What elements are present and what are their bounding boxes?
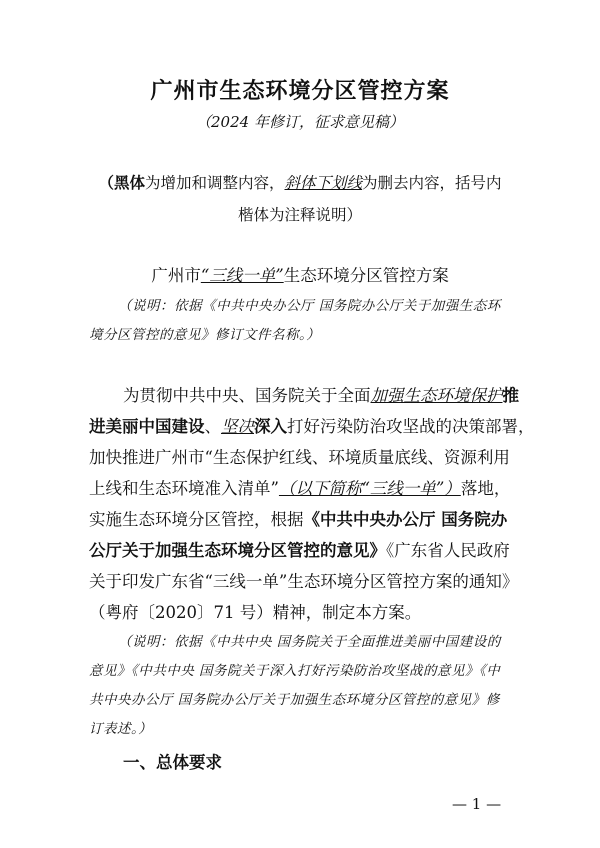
paragraph-line-5 xyxy=(89,506,507,530)
note-2-line-2: 意见》《中共中央 国务院关于深入打好污染防治攻坚战的意见》《中 xyxy=(89,663,501,679)
paragraph-line-2 xyxy=(89,413,535,437)
para-text: 《广东省人民政府 xyxy=(386,541,510,560)
heading-suffix: 生态环境分区管控方案 xyxy=(283,266,449,285)
heading-struck-text: “三线一单” xyxy=(200,266,284,285)
section-heading-1: 一、总体要求 xyxy=(123,753,222,772)
legend-text-1: 为增加和调整内容， xyxy=(144,174,285,192)
paragraph-line-8: （粤府〔2020〕71 号）精神，制定本方案。 xyxy=(89,603,422,622)
para-added-text: 推 xyxy=(502,386,519,405)
paragraph-line-1 xyxy=(123,382,519,406)
para-text: 落地， xyxy=(460,479,511,498)
note-1-line-2: 境分区管控的意见》修订文件名称。） xyxy=(89,327,321,343)
legend-strike-term: 斜体下划线 xyxy=(284,174,363,192)
paragraph-line-3: 加快推进广州市“生态保护红线、环境质量底线、资源利用 xyxy=(89,448,510,467)
note-2-line-1: （说明：依据《中共中央 国务院关于全面推进美丽中国建设的 xyxy=(118,634,501,650)
document-title: 广州市生态环境分区管控方案 xyxy=(150,78,450,104)
secondary-heading xyxy=(0,262,600,286)
note-2-line-3: 共中央办公厅 国务院办公厅关于加强生态环境分区管控的意见》修 xyxy=(89,692,500,708)
para-added-text: 《中共中央办公厅 国务院办 xyxy=(303,510,508,529)
legend-text-2: 为删去内容，括号内 xyxy=(362,174,502,192)
para-text: 为贯彻中共中央、国务院关于全面 xyxy=(123,386,371,405)
heading-prefix: 广州市 xyxy=(151,266,201,285)
para-added-text: 进美丽中国建设 xyxy=(89,417,205,436)
para-text: 实施生态环境分区管控，根据 xyxy=(89,510,304,529)
para-added-text: 公厅关于加强生态环境分区管控的意见》 xyxy=(89,541,386,560)
note-2-line-4: 订表述。） xyxy=(89,721,153,737)
legend-line-2: 楷体为注释说明） xyxy=(237,206,362,224)
para-added-text: 深入 xyxy=(254,417,287,436)
para-text: 上线和生态环境准入清单” xyxy=(89,479,279,498)
para-deleted-text: （以下简称“三线一单”） xyxy=(278,479,461,498)
para-text: 打好污染防治攻坚战的决策部署， xyxy=(287,417,535,436)
para-deleted-text: 加强生态环境保护 xyxy=(370,386,503,405)
legend-line-1 xyxy=(0,171,600,193)
page-number: — 1 — xyxy=(452,795,502,813)
document-subtitle: （2024 年修订，征求意见稿） xyxy=(196,113,404,131)
legend-bold-term: 黑体 xyxy=(113,173,145,192)
paragraph-line-4 xyxy=(89,475,510,499)
paragraph-line-7: 关于印发广东省“三线一单”生态环境分区管控方案的通知》 xyxy=(89,572,519,591)
para-text: 、 xyxy=(204,417,221,436)
para-deleted-text: 坚决 xyxy=(221,417,254,436)
paragraph-line-6 xyxy=(89,537,510,561)
legend-open-paren: （ xyxy=(98,173,114,192)
note-1-line-1: （说明：依据《中共中央办公厅 国务院办公厅关于加强生态环 xyxy=(118,298,501,314)
